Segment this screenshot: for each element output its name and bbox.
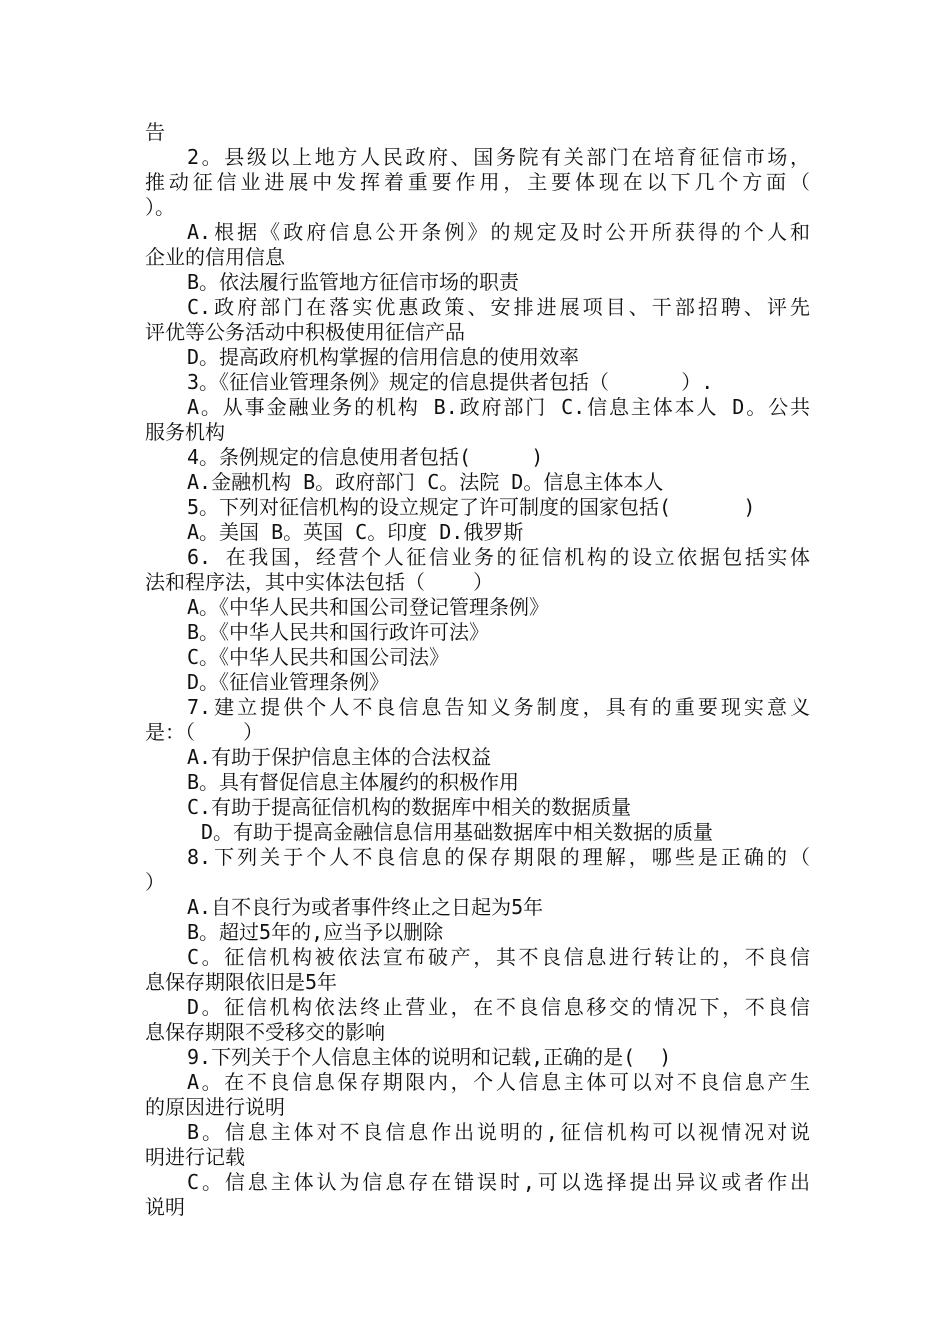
text-line: 8.下列关于个人不良信息的保存期限的理解，哪些是正确的（ [187, 845, 810, 869]
text-line: B。依法履行监管地方征信市场的职责 [187, 270, 520, 294]
text-line: 的原因进行说明 [145, 1095, 285, 1119]
text-line: C。《中华人民共和国公司法》 [187, 645, 450, 669]
text-line: 4。条例规定的信息使用者包括( ) [187, 445, 544, 469]
text-line: 推动征信业进展中发挥着重要作用，主要体现在以下几个方面（ [145, 170, 810, 194]
text-line: B。《中华人民共和国行政许可法》 [187, 620, 490, 644]
text-line: D。有助于提高金融信息信用基础数据库中相关数据的质量 [201, 820, 714, 844]
text-line: A.有助于保护信息主体的合法权益 [187, 745, 492, 769]
text-line: 服务机构 [145, 420, 225, 444]
text-line: 息保存期限依旧是5年 [145, 970, 338, 994]
text-line: 企业的信用信息 [145, 245, 285, 269]
text-line: 告 [145, 120, 165, 144]
text-line: C.政府部门在落实优惠政策、安排进展项目、干部招聘、评先 [187, 295, 810, 319]
text-line: 6. 在我国，经营个人征信业务的征信机构的设立依据包括实体 [187, 545, 810, 569]
text-line: ）。 [145, 195, 175, 219]
text-line: C.有助于提高征信机构的数据库中相关的数据质量 [187, 795, 632, 819]
text-line: B。超过5年的,应当予以删除 [187, 920, 444, 944]
text-line: B。具有督促信息主体履约的积极作用 [187, 770, 520, 794]
text-line: A。美国 B。英国 C。印度 D.俄罗斯 [187, 520, 524, 544]
text-line: 9.下列关于个人信息主体的说明和记载,正确的是( ) [187, 1045, 672, 1069]
text-line: D。提高政府机构掌握的信用信息的使用效率 [187, 345, 580, 369]
text-line: 说明 [145, 1195, 185, 1219]
text-line: D。征信机构依法终止营业，在不良信息移交的情况下，不良信 [187, 995, 810, 1019]
text-line: A。在不良信息保存期限内，个人信息主体可以对不良信息产生 [187, 1070, 810, 1094]
text-line: B。信息主体对不良信息作出说明的,征信机构可以视情况对说 [187, 1120, 810, 1144]
text-line: ） [145, 870, 165, 894]
text-line: A。从事金融业务的机构 B.政府部门 C.信息主体本人 D。公共 [187, 395, 810, 419]
text-line: 是：（ ） [145, 720, 264, 744]
text-line: 评优等公务活动中积极使用征信产品 [145, 320, 465, 344]
text-line: 息保存期限不受移交的影响 [145, 1020, 385, 1044]
text-line: A.金融机构 B。政府部门 C。法院 D。信息主体本人 [187, 470, 664, 494]
text-line: D。《征信业管理条例》 [187, 670, 390, 694]
text-line: C。征信机构被依法宣布破产，其不良信息进行转让的，不良信 [187, 945, 810, 969]
text-line: 7.建立提供个人不良信息告知义务制度，具有的重要现实意义 [187, 695, 810, 719]
text-line: 3。《征信业管理条例》规定的信息提供者包括（ ）. [187, 370, 714, 394]
text-line: 2。县级以上地方人民政府、国务院有关部门在培育征信市场， [187, 145, 810, 169]
text-line: 法和程序法，其中实体法包括（ ） [145, 570, 494, 594]
text-line: A.根据《政府信息公开条例》的规定及时公开所获得的个人和 [187, 220, 810, 244]
text-line: A。《中华人民共和国公司登记管理条例》 [187, 595, 550, 619]
text-line: C。信息主体认为信息存在错误时,可以选择提出异议或者作出 [187, 1170, 810, 1194]
text-line: 5。下列对征信机构的设立规定了许可制度的国家包括( ) [187, 495, 756, 519]
text-line: 明进行记载 [145, 1145, 245, 1169]
document-body [145, 120, 810, 1220]
text-line: A.自不良行为或者事件终止之日起为5年 [187, 895, 544, 919]
